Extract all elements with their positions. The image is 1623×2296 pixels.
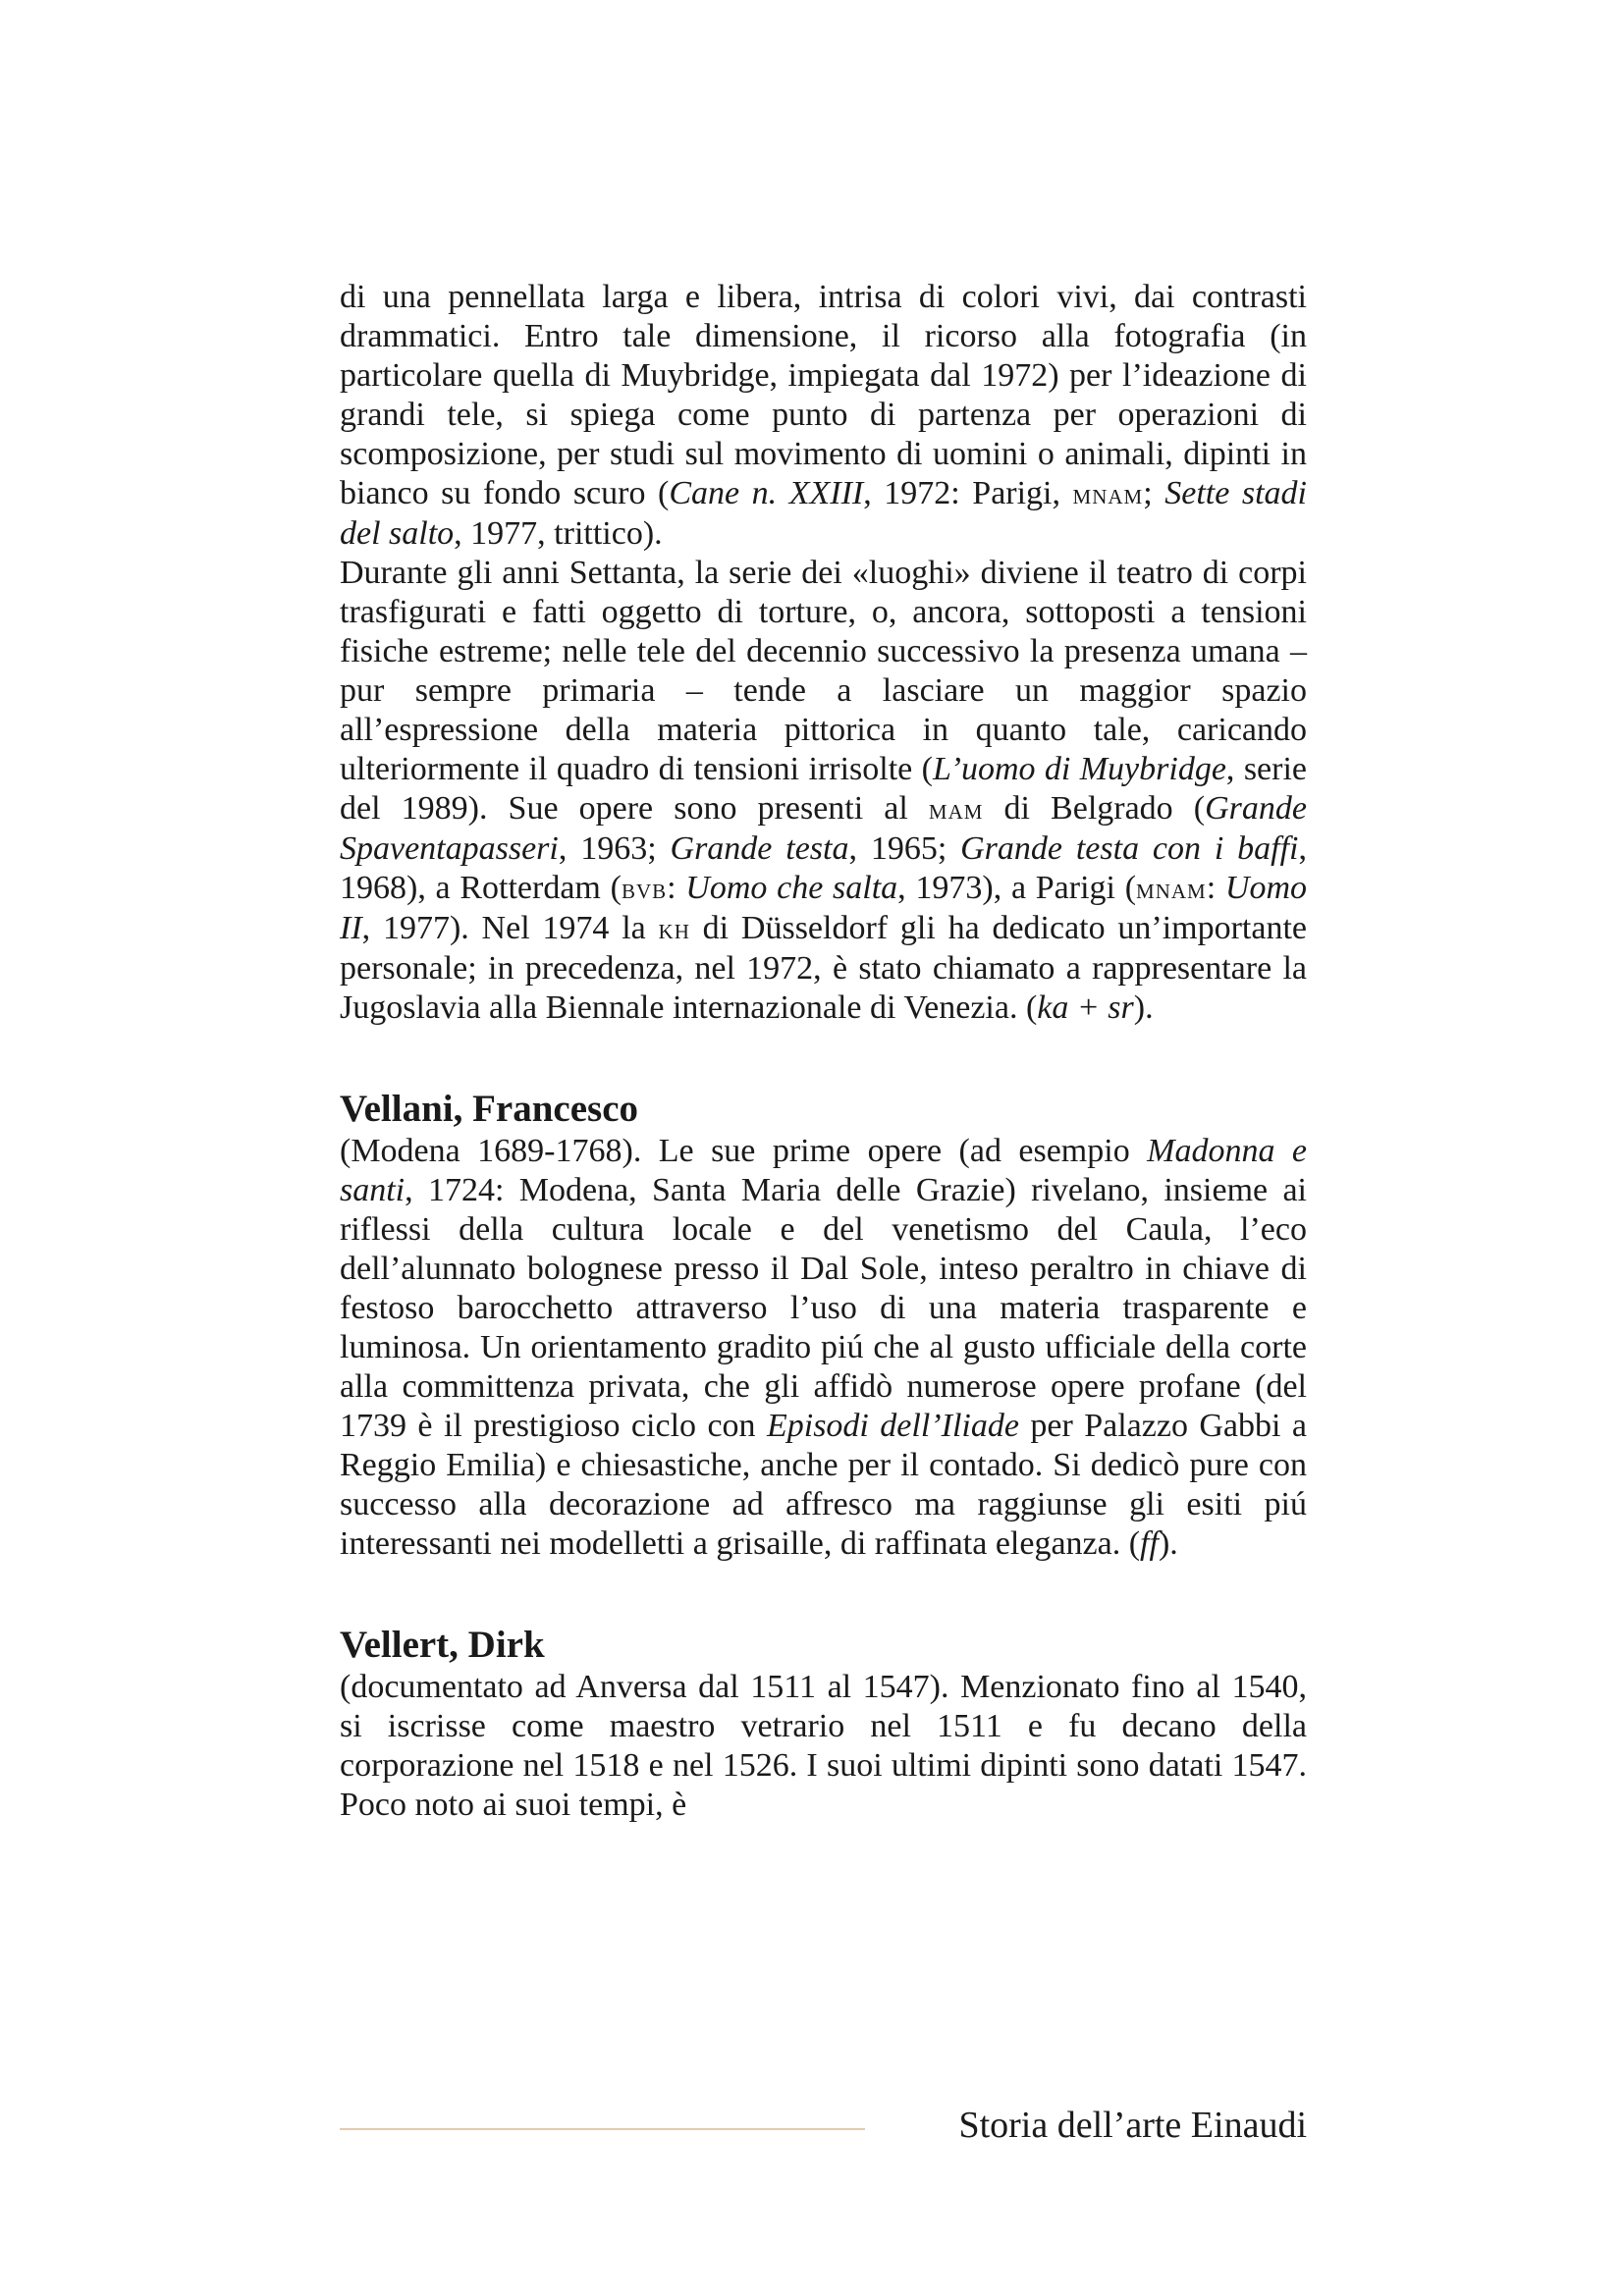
artwork-title: Episodi dell’Iliade (766, 1408, 1019, 1444)
museum-abbrev: mnam (1072, 478, 1144, 510)
entry-heading: Vellani, Francesco (340, 1088, 639, 1130)
artwork-title: Madonna e santi (340, 1133, 1307, 1208)
footer-rule (340, 2128, 865, 2130)
artwork-title: Uomo che salta (685, 870, 898, 906)
artwork-title: Uomo II (340, 870, 1307, 946)
artwork-title: Cane n. XXIII (669, 475, 864, 511)
artwork-title: Grande testa (670, 830, 849, 867)
entry-heading: Vellert, Dirk (340, 1624, 545, 1666)
museum-abbrev: bvb (621, 873, 668, 905)
author-initials: ka + sr (1037, 989, 1134, 1026)
page-footer (340, 2101, 1307, 2150)
entry-body: (documentato ad Anversa dal 1511 al 1547). Menzionato fino al 1540, si iscrisse come maestro vetrario nel 1511 e fu decano della corporazione nel 1518 e nel 1526. I suoi ultimi dipinti sono datati 1547. Poco noto ai suoi tempi, è (340, 1669, 1307, 1823)
paragraph-continued: di una pennellata larga e libera, intrisa di colori vivi, dai contrasti drammatici. Entro tale dimensione, il ricorso alla fotografia (in particolare quella di Muybridge, impiegata dal 1972) per l’ideazione di grandi tele, si spiega come punto di partenza per operazioni di scomposizione, per studi sul movimento di uomini o animali, dipinti in bianco su fondo scuro (Cane n. XXIII, 1972: Parigi, mnam; Sette stadi del salto, 1977, trittico). (340, 279, 1307, 552)
museum-abbrev: kh (658, 913, 690, 945)
publication-title: Storia dell’arte Einaudi (958, 2105, 1307, 2146)
text-column (340, 278, 1307, 1825)
museum-abbrev: mam (928, 793, 984, 826)
entry-body: (Modena 1689-1768). Le sue prime opere (ad esempio Madonna e santi, 1724: Modena, Santa Maria delle Grazie) rivelano, insieme ai riflessi della cultura locale e del venetismo del Caula, l’eco dell’alunnato bolognese presso il Dal Sole, inteso peraltro in chiave di festoso barocchetto attraverso l’uso di una materia trasparente e luminosa. Un orientamento gradito piú che al gusto ufficiale della corte alla committenza privata, che gli affidò numerose opere profane (del 1739 è il prestigioso ciclo con Episodi dell’Iliade per Palazzo Gabbi a Reggio Emilia) e chiesastiche, anche per il contado. Si dedicò pure con successo alla decorazione ad affresco ma raggiunse gli esiti piú interessanti nei modelletti a grisaille, di raffinata eleganza. (ff). (340, 1133, 1307, 1562)
paragraph-settanta: Durante gli anni Settanta, la serie dei «luoghi» diviene il teatro di corpi trasfigurati e fatti oggetto di torture, o, ancora, sottoposti a tensioni fisiche estreme; nelle tele del decennio successivo la presenza umana – pur sempre primaria – tende a lasciare un maggior spazio all’espressione della materia pittorica in quanto tale, caricando ulteriormente il quadro di tensioni irrisolte (L’uomo di Muybridge, serie del 1989). Sue opere sono presenti al mam di Belgrado (Grande Spaventapasseri, 1963; Grande testa, 1965; Grande testa con i baffi, 1968), a Rotterdam (bvb: Uomo che salta, 1973), a Parigi (mnam: Uomo II, 1977). Nel 1974 la kh di Düsseldorf gli ha dedicato un’importante personale; in precedenza, nel 1972, è stato chiamato a rappresentare la Jugoslavia alla Biennale internazionale di Venezia. (ka + sr). (340, 555, 1308, 1026)
artwork-title: Grande testa con i baffi (960, 830, 1299, 867)
museum-abbrev: mnam (1136, 873, 1207, 905)
artwork-title: Sette stadi del salto (340, 475, 1307, 552)
artwork-title: L’uomo di Muybridge (932, 751, 1226, 787)
artwork-title: Grande Spaventapasseri (340, 790, 1307, 867)
author-initials: ff (1140, 1525, 1159, 1562)
